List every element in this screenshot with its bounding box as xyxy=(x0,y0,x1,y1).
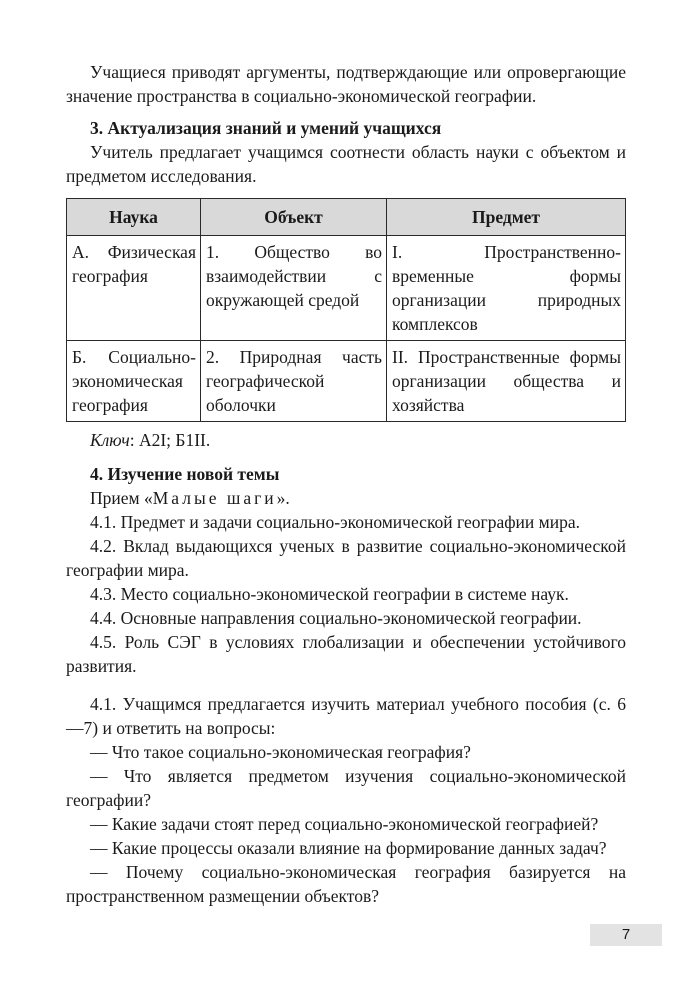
question-item: — Что является предметом изучения социально-экономической географии? xyxy=(66,766,626,810)
table-cell: Б. Социально-экономическая география xyxy=(67,341,201,422)
intro-paragraph: Учащиеся приводят аргументы, подтверждающие или опровергающие значение пространства в социально-экономической географии. xyxy=(66,62,626,106)
table-header-row xyxy=(67,199,626,236)
topic-item: 4.1. Предмет и задачи социально-экономической географии мира. xyxy=(90,512,580,532)
question-item: — Какие процессы оказали влияние на формирование данных задач? xyxy=(90,838,607,858)
table-row xyxy=(67,341,626,422)
method-line xyxy=(66,486,626,510)
matching-table xyxy=(66,198,626,422)
topic-item: 4.3. Место социально-экономической географии в системе наук. xyxy=(90,584,569,604)
page-number: 7 xyxy=(590,924,662,946)
header-object: Объект xyxy=(201,199,387,236)
table-cell: 2. Природная часть географической оболочки xyxy=(201,341,387,422)
method-prefix: Прием « xyxy=(90,488,153,508)
section-4-heading: 4. Изучение новой темы xyxy=(90,464,280,484)
question-item: — Какие задачи стоят перед социально-экономической географией? xyxy=(90,814,599,834)
table-cell: I. Пространственно-временные формы организации природных комплексов xyxy=(387,236,626,341)
header-science: Наука xyxy=(67,199,201,236)
question-item: — Что такое социально-экономическая география? xyxy=(90,742,471,762)
question-item: — Почему социально-экономическая география базируется на пространственном размещении объектов? xyxy=(66,862,626,906)
answer-key-label: Ключ xyxy=(90,430,130,450)
table-cell: II. Пространственные формы организации общества и хозяйства xyxy=(387,341,626,422)
task-paragraph: 4.1. Учащимся предлагается изучить материал учебного пособия (с. 6—7) и ответить на вопросы: xyxy=(66,694,626,738)
section-3-text: Учитель предлагает учащимся соотнести область науки с объектом и предметом исследования. xyxy=(66,142,626,186)
answer-key xyxy=(66,428,626,452)
topic-item: 4.2. Вклад выдающихся ученых в развитие социально-экономической географии мира. xyxy=(66,536,626,580)
page-content xyxy=(66,60,626,908)
method-suffix: ». xyxy=(276,488,290,508)
header-subject: Предмет xyxy=(387,199,626,236)
topic-item: 4.5. Роль СЭГ в условиях глобализации и обеспечении устойчивого развития. xyxy=(66,632,626,676)
table-cell: А. Физическая география xyxy=(67,236,201,341)
answer-key-value: : А2I; Б1II. xyxy=(129,430,211,450)
method-name: Малые шаги xyxy=(152,488,277,508)
topic-item: 4.4. Основные направления социально-экономической географии. xyxy=(90,608,582,628)
table-cell: 1. Общество во взаимодействии с окружающей средой xyxy=(201,236,387,341)
table-row xyxy=(67,236,626,341)
section-3-heading: 3. Актуализация знаний и умений учащихся xyxy=(90,118,442,138)
